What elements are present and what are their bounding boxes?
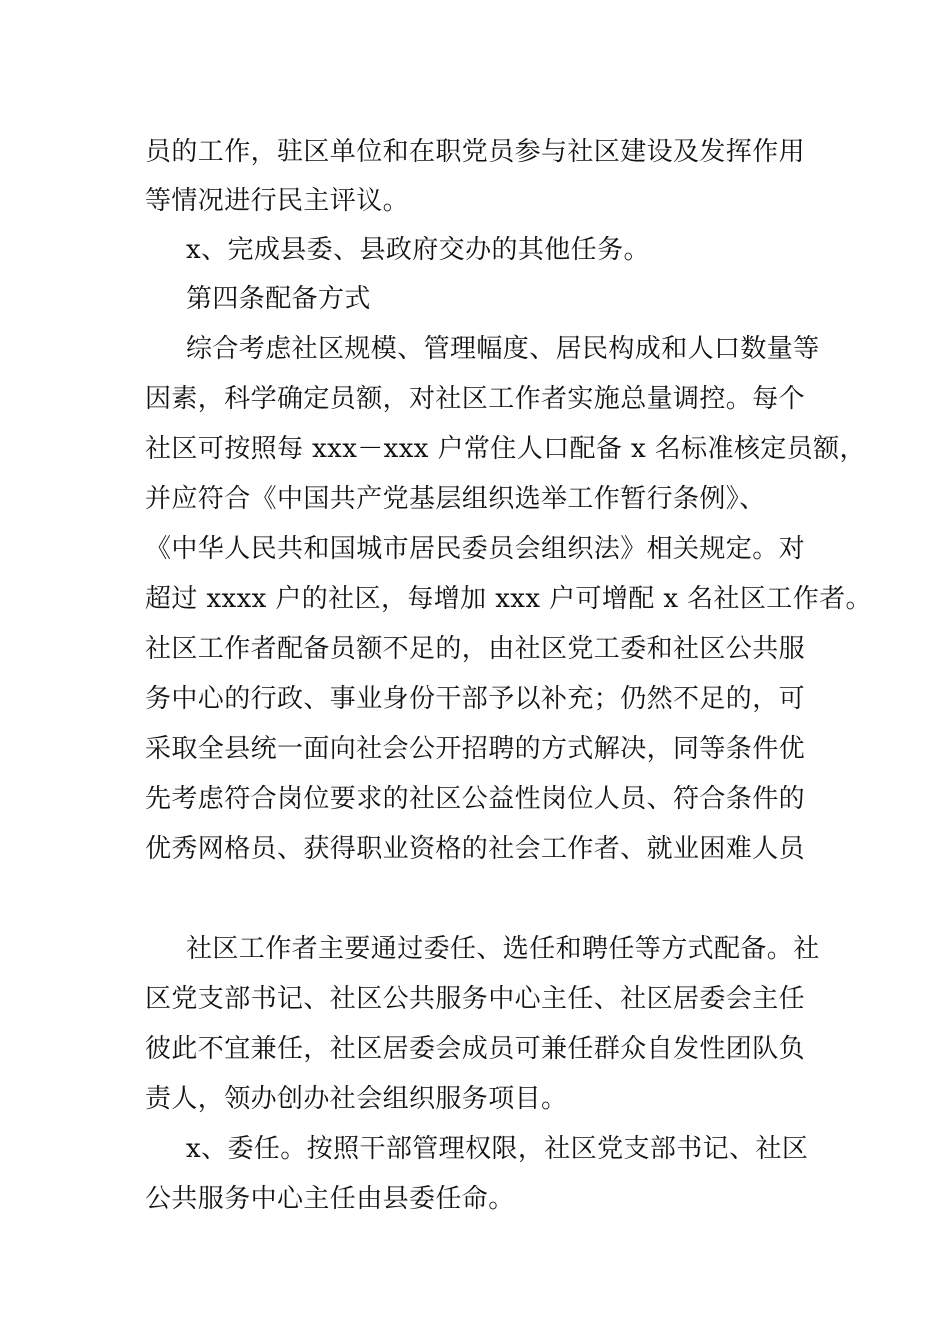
text-line: 员的工作，驻区单位和在职党员参与社区建设及发挥作用 [145, 137, 806, 167]
list-item-text: x、委任。按照干部管理权限，社区党支部书记、社区 [186, 1134, 809, 1164]
paragraph-start: 综合考虑社区规模、管理幅度、居民构成和人口数量等 [186, 334, 820, 364]
text-line: 等情况进行民主评议。 [145, 186, 410, 216]
text-line: 优秀网格员、获得职业资格的社会工作者、就业困难人员 [145, 834, 806, 864]
list-item-text: x、完成县委、县政府交办的其他任务。 [186, 235, 650, 265]
text-line: 先考虑符合岗位要求的社区公益性岗位人员、符合条件的 [145, 784, 806, 814]
text-line: 区党支部书记、社区公共服务中心主任、社区居委会主任 [145, 984, 806, 1014]
text-line: 社区工作者配备员额不足的，由社区党工委和社区公共服 [145, 634, 806, 664]
text-line: 并应符合《中国共产党基层组织选举工作暂行条例》、 [145, 484, 766, 514]
text-line: 《中华人民共和国城市居民委员会组织法》相关规定。对 [145, 534, 806, 564]
text-line: 彼此不宜兼任，社区居委会成员可兼任群众自发性团队负 [145, 1034, 806, 1064]
text-line: 采取全县统一面向社会公开招聘的方式解决，同等条件优 [145, 734, 806, 764]
text-line: 超过 xxxx 户的社区，每增加 xxx 户可增配 x 名社区工作者。 [145, 584, 872, 614]
text-line: 公共服务中心主任由县委任命。 [145, 1184, 515, 1214]
paragraph-start: 社区工作者主要通过委任、选任和聘任等方式配备。社 [186, 934, 820, 964]
text-line: 责人，领办创办社会组织服务项目。 [145, 1084, 568, 1114]
text-line: 务中心的行政、事业身份干部予以补充；仍然不足的，可 [145, 684, 806, 714]
section-heading: 第四条配备方式 [186, 284, 371, 314]
text-line: 社区可按照每 xxx－xxx 户常住人口配备 x 名标准核定员额， [145, 434, 866, 464]
text-line: 因素，科学确定员额，对社区工作者实施总量调控。每个 [145, 384, 806, 414]
